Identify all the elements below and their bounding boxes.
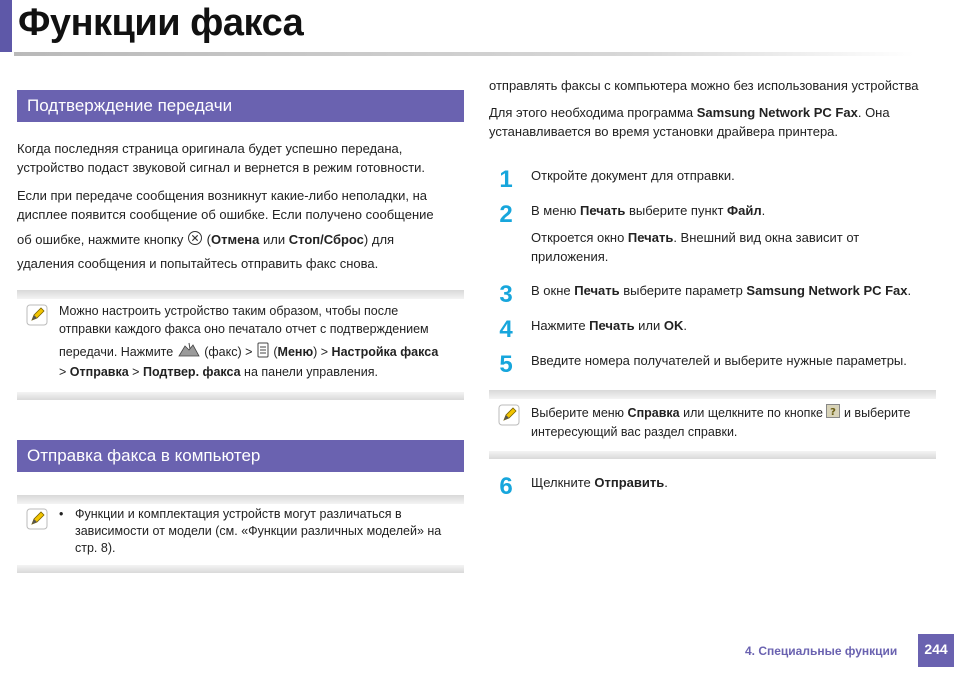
- step-text-6: [531, 473, 668, 492]
- page-title: Функции факса: [18, 2, 304, 44]
- page-number: 244: [918, 634, 954, 667]
- note3-top-border: [489, 390, 936, 399]
- note1-tail: на панели управления.: [244, 365, 378, 379]
- section-heading-pc-fax: Отправка факса в компьютер: [17, 440, 464, 472]
- note3-line2: интересующий вас раздел справки.: [531, 425, 738, 440]
- step-number-3: 3: [499, 281, 513, 308]
- note1-menu-label: Меню: [277, 344, 314, 359]
- note1-line1: Можно настроить устройство таким образом, чтобы после: [59, 304, 399, 318]
- note1-fax-label: (факс) >: [204, 344, 253, 359]
- paragraph-error-line1: Если при передаче сообщения возникнут какие-либо неполадки, на: [17, 188, 428, 203]
- paragraph-error-line3-text: об ошибке, нажмите кнопку: [17, 232, 184, 247]
- menu-icon: [256, 342, 270, 363]
- note1-fax-settings: Настройка факса: [331, 344, 439, 359]
- step2-sub-c: . Внешний вид окна зависит от: [673, 230, 860, 245]
- step2-sub-b: Печать: [627, 230, 674, 245]
- note1-send: Отправка: [69, 365, 129, 379]
- step-text-5: Введите номера получателей и выберите нужные параметры.: [531, 353, 907, 368]
- intro-text-a: Для этого необходима программа: [489, 105, 697, 120]
- stop-reset-label: Стоп/Сброс: [288, 232, 364, 247]
- note-pencil-icon: [25, 303, 49, 327]
- step4-e: .: [683, 318, 688, 333]
- step2-subtext: [531, 228, 931, 266]
- step-text-2: [531, 201, 765, 220]
- step-number-5: 5: [499, 351, 513, 378]
- paren-close: ) для: [363, 232, 395, 247]
- step-text-1: Откройте документ для отправки.: [531, 168, 735, 183]
- note3-a: Выберите меню: [531, 406, 628, 420]
- step3-e: .: [907, 283, 912, 298]
- step-number-6: 6: [499, 473, 513, 500]
- note1-paren-open: (: [273, 344, 278, 359]
- step3-b: Печать: [574, 283, 620, 298]
- note3-text: [531, 404, 936, 441]
- footer-chapter: 4. Специальные функции: [745, 644, 898, 658]
- step2-d: Файл: [727, 203, 762, 218]
- help-icon: [826, 404, 840, 423]
- note2-bottom-border: [17, 565, 464, 573]
- step2-b: Печать: [580, 203, 626, 218]
- step2-sub-line1: [531, 228, 931, 247]
- step4-c: или: [634, 318, 664, 333]
- step-number-1: 1: [499, 166, 513, 193]
- step3-a: В окне: [531, 283, 575, 298]
- intro-line1: отправлять факсы с компьютера можно без использования устройства: [489, 78, 919, 93]
- step6-c: .: [664, 475, 668, 490]
- note1-gt1: >: [59, 365, 67, 379]
- paragraph-error-line3: [17, 230, 462, 251]
- step2-sub-line2: приложения.: [531, 249, 609, 264]
- cancel-label: Отмена: [210, 232, 260, 247]
- note1-line4: [59, 363, 464, 381]
- note1-top-border: [17, 290, 464, 299]
- step2-sub-a: Откроется окно: [531, 230, 628, 245]
- note2-bullet: •: [59, 507, 64, 521]
- note-pencil-icon: [25, 507, 49, 531]
- note3-c: или щелкните по кнопке: [679, 406, 823, 420]
- intro-line2: [489, 103, 944, 122]
- intro-paragraph: [489, 103, 944, 141]
- title-divider: [14, 52, 914, 56]
- fax-icon: [177, 342, 201, 363]
- step2-e: .: [761, 203, 766, 218]
- section-heading-confirmation: Подтверждение передачи: [17, 90, 464, 122]
- paragraph-error-line4: удаления сообщения и попытайтесь отправить факс снова.: [17, 256, 379, 272]
- paragraph-error-line2: дисплее появится сообщение об ошибке. Если получено сообщение: [17, 207, 434, 222]
- help-menu-label: Справка: [627, 406, 680, 420]
- note3-bottom-border: [489, 451, 936, 459]
- intro-line3: устанавливается во время установки драйвера принтера.: [489, 124, 839, 139]
- step-number-2: 2: [499, 201, 513, 228]
- step-text-4: [531, 316, 687, 335]
- step-text-3: [531, 281, 911, 300]
- paragraph-error: [17, 186, 462, 273]
- software-name: Samsung Network PC Fax: [696, 105, 858, 120]
- step6-b: Отправить: [594, 475, 665, 490]
- step3-d: Samsung Network PC Fax: [746, 283, 908, 298]
- note1-line3-text: передачи. Нажмите: [59, 344, 174, 359]
- note3-line1: [531, 404, 936, 423]
- step2-a: В меню: [531, 203, 580, 218]
- note-pencil-icon: [497, 403, 521, 427]
- title-accent-bar: [0, 0, 12, 52]
- note1-bottom-border: [17, 392, 464, 400]
- note1-after-menu: ) >: [313, 344, 329, 359]
- cancel-button-icon: [187, 230, 203, 251]
- step3-c: выберите параметр: [619, 283, 747, 298]
- step4-d: OK: [663, 318, 684, 333]
- step4-a: Нажмите: [531, 318, 590, 333]
- paragraph-success: Когда последняя страница оригинала будет успешно передана, устройство подаст звуковой сигнал и вернется в режим готовности.: [17, 141, 426, 175]
- note1-line2: отправки каждого факса оно печатало отчет с подтверждением: [59, 322, 429, 336]
- note1-line3: [59, 342, 464, 363]
- note1-gt2: >: [132, 365, 140, 379]
- step6-a: Щелкните: [531, 475, 595, 490]
- note2-top-border: [17, 495, 464, 504]
- step-number-4: 4: [499, 316, 513, 343]
- or-text: или: [259, 232, 289, 247]
- note1-text: [59, 302, 464, 381]
- step4-b: Печать: [589, 318, 635, 333]
- svg-text:?: ?: [830, 407, 837, 419]
- note2-text: Функции и комплектация устройств могут различаться в зависимости от модели (см. «Функции различных моделей» на стр. 8).: [75, 507, 442, 555]
- intro-text-c: . Она: [857, 105, 890, 120]
- step2-c: выберите пункт: [625, 203, 728, 218]
- note3-d: и выберите: [843, 406, 911, 420]
- paren-open: (: [206, 232, 211, 247]
- note1-confirm: Подтвер. факса: [142, 365, 241, 379]
